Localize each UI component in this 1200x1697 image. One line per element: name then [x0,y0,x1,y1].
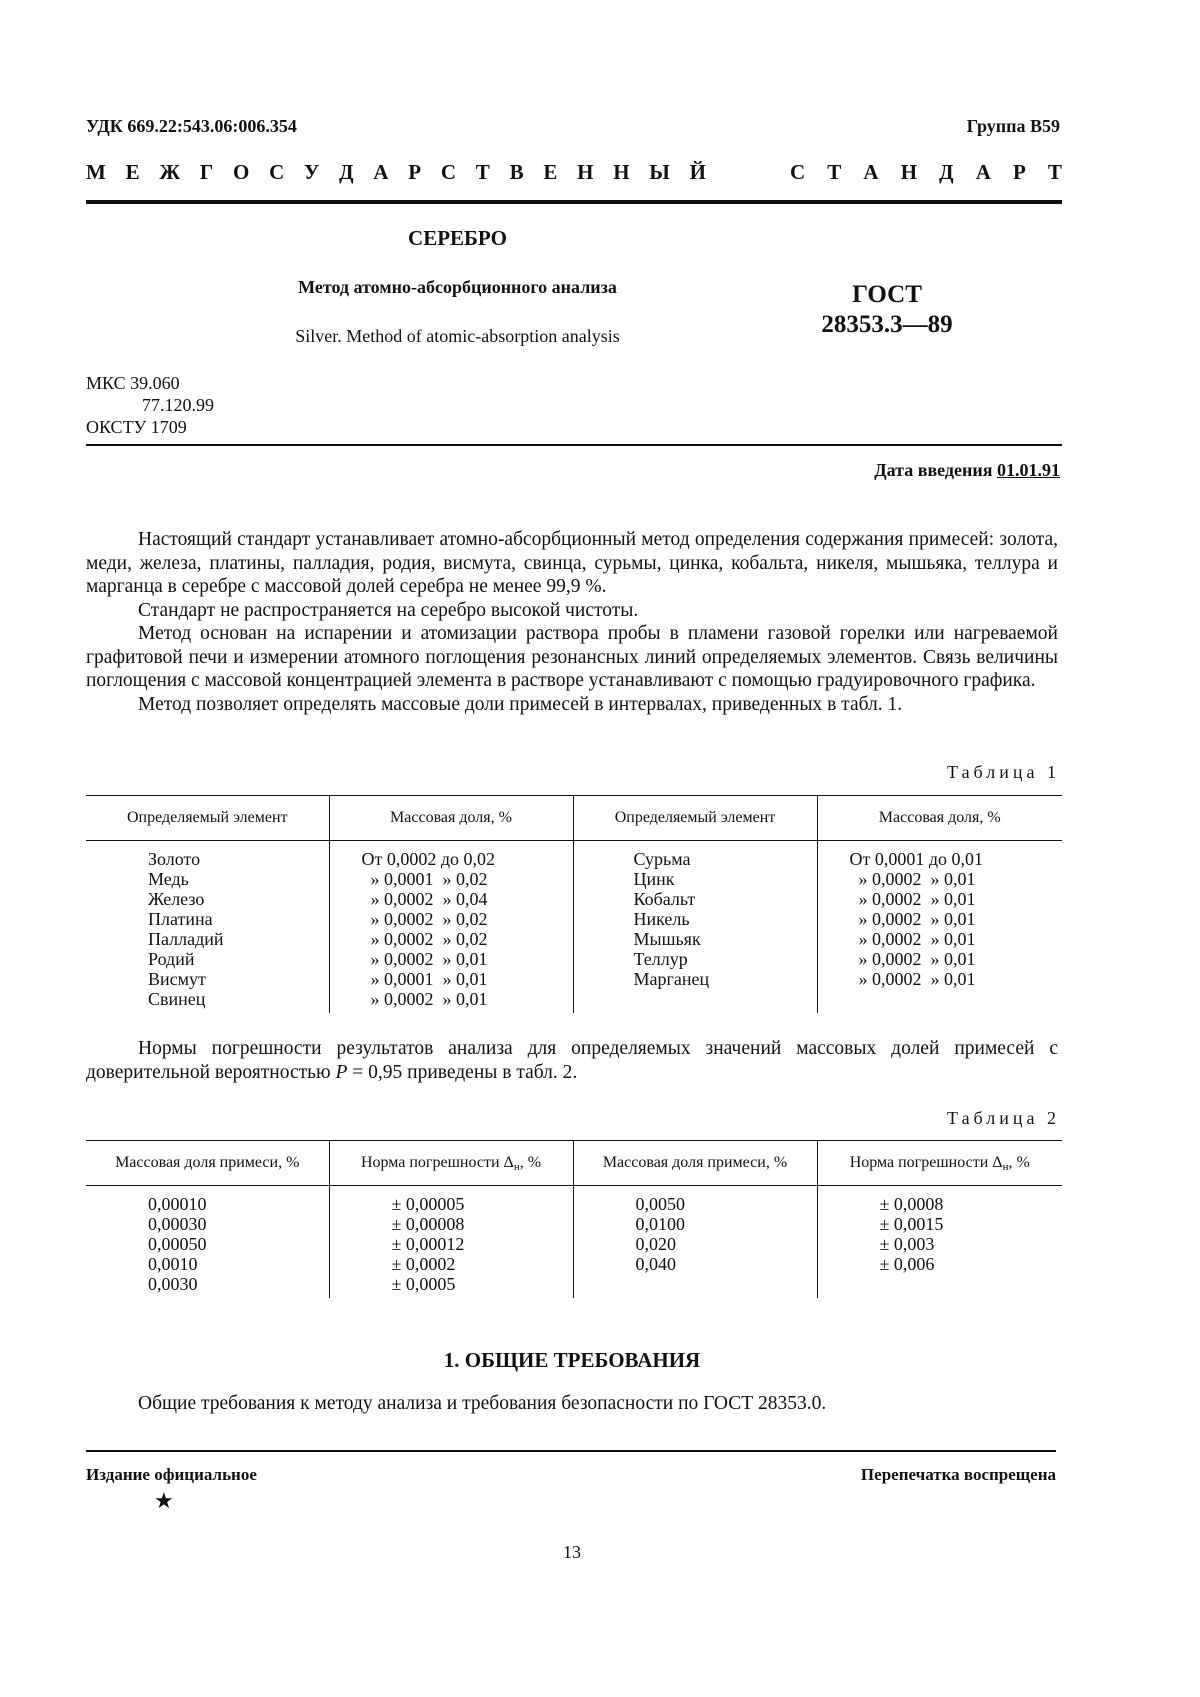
mks-code-2: 77.120.99 [142,395,214,415]
udk-code: УДК 669.22:543.06:006.354 [86,116,297,136]
banner-letter: С [440,160,457,184]
table2-norms-right [817,1186,1062,1299]
banner-letter: Е [543,160,558,184]
table-cell-line: Сурьма [633,849,691,869]
table1-values-left [329,841,573,1014]
table-cell-line: ± 0,0015 [879,1214,944,1234]
document-subtitle: Метод атомно-абсорбционного анализа [298,277,617,297]
banner-letter: Р [1012,160,1026,184]
mks-code-1: МКС 39.060 [86,373,180,393]
table-cell-line: » 0,0002 » 0,02 [361,909,488,929]
table-cell-line: Родий [148,949,195,969]
table2-header-subscript: н [513,1160,520,1173]
banner-letter: Д [939,160,954,184]
table-cell-line: » 0,0002 » 0,01 [849,869,976,889]
paragraph-norms [86,1037,1058,1084]
table-cell-line: » 0,0001 » 0,02 [361,869,488,889]
table-cell-line: » 0,0002 » 0,01 [849,969,976,989]
banner-letter: Ы [649,160,670,184]
banner-letter: Ж [159,160,181,184]
table-cell-line: Висмут [148,969,206,989]
banner-letter: Н [577,160,594,184]
table-cell-line: Мышьяк [633,929,701,949]
table1-header: Массовая доля, % [817,796,1062,841]
page-number: 13 [563,1542,581,1562]
table-cell-line: 0,0010 [148,1254,198,1274]
table-cell-line: 0,00050 [148,1234,207,1254]
banner-letter: Н [613,160,630,184]
table-cell-line: Кобальт [633,889,696,909]
norms-text-before: Нормы погрешности результатов анализа для определяемых значений массовых долей примесей с доверительной вероятностью [86,1038,1058,1083]
table-cell-line: Марганец [633,969,710,989]
table-cell-line: Медь [148,869,189,889]
intro-text [86,528,1058,716]
table1-elements-left [86,841,329,1014]
table-cell-line: ± 0,0002 [391,1254,456,1274]
table2-header: Массовая доля примеси, % [573,1141,817,1186]
edition-note: Издание официальное [86,1465,257,1484]
banner-letter: У [304,160,320,184]
norms-text-after: = 0,95 приведены в табл. 2. [347,1061,578,1083]
date-label: Дата введения [874,460,993,480]
section-1-title: 1. ОБЩИЕ ТРЕБОВАНИЯ [443,1348,701,1372]
banner-letter: В [509,160,524,184]
banner-letter: Й [689,160,706,184]
table-cell-line: » 0,0002 » 0,04 [361,889,488,909]
table2-header-suffix: , % [1008,1153,1030,1171]
classification-codes [86,372,214,438]
table-cell-line: ± 0,00012 [391,1234,465,1254]
table-cell-line: 0,040 [635,1254,676,1274]
table-cell-line: Железо [148,889,205,909]
table-cell-line: ± 0,00005 [391,1194,465,1214]
gost-designation [782,280,992,340]
gost-number: 28353.3—89 [821,311,953,338]
table2-caption: Таблица 2 [947,1108,1060,1128]
table-cell-line: ± 0,0008 [879,1194,944,1214]
table-cell-line: Теллур [633,949,688,969]
table-cell-line: 0,020 [635,1234,676,1254]
table-cell-line: Никель [633,909,690,929]
table-cell-line: ± 0,003 [879,1234,935,1254]
table2 [86,1140,1062,1298]
table-cell-line: ± 0,006 [879,1254,935,1274]
table2-fractions-right [573,1186,817,1299]
banner-letter: Н [900,160,918,184]
table-cell-line: Платина [148,909,213,929]
table2-header [329,1141,573,1186]
table-cell-line: ± 0,00008 [391,1214,465,1234]
banner-letter: Р [408,160,422,184]
table-cell-line: 0,00010 [148,1194,207,1214]
table-cell-line: 0,0030 [148,1274,198,1294]
banner-letter: А [373,160,389,184]
table1 [86,795,1062,1013]
probability-symbol: P [335,1061,348,1083]
codes-rule [86,444,1062,446]
paragraph-method: Метод основан на испарении и атомизации раствора пробы в пламени газовой горелки или нагреваемой графитовой печи и измерении атомного поглощения резонансных линий определяемых элементов. Связь величины поглощения с массовой концентрацией элемента в растворе устанавливают с помощью градуировочного графика. [86,623,1058,691]
paragraph-scope: Настоящий стандарт устанавливает атомно-абсорбционный метод определения содержания примесей: золота, меди, железа, платины, палладия, родия, висмута, свинца, сурьмы, цинка, кобальта, никеля, мышьяка, теллура и марганца в серебре с массовой долей серебра не менее 99,9 %. [86,529,1058,597]
table1-header: Массовая доля, % [329,796,573,841]
table1-header: Определяемый элемент [86,796,329,841]
table-cell-line: » 0,0001 » 0,01 [361,969,488,989]
paragraph-ranges: Метод позволяет определять массовые доли примесей в интервалах, приведенных в табл. 1. [138,693,903,715]
table2-header-label: Норма погрешности Δ [360,1153,514,1171]
table1-elements-right [573,841,817,1014]
table1-caption: Таблица 1 [947,762,1060,782]
banner-letter: Т [1047,160,1062,184]
table2-fractions-left [86,1186,329,1299]
group-code: Группа В59 [966,116,1060,136]
table-cell-line: » 0,0002 » 0,02 [361,929,488,949]
table2-header: Массовая доля примеси, % [86,1141,329,1186]
table-cell-line: 0,00030 [148,1214,207,1234]
table1-values-right [817,841,1062,1014]
gost-label: ГОСТ [852,281,922,308]
date-value: 01.01.91 [997,460,1060,480]
table-cell-line: » 0,0002 » 0,01 [849,909,976,929]
table-cell-line: Свинец [148,989,206,1009]
table-cell-line: » 0,0002 » 0,01 [849,929,976,949]
banner-letter: С [790,160,806,184]
banner-letter: А [863,160,879,184]
table-cell-line: Палладий [148,929,224,949]
table-cell-line: 0,0050 [635,1194,685,1214]
banner-letter: С [269,160,285,184]
norms-text [86,1037,1058,1084]
table2-norms-left [329,1186,573,1299]
section-1-text: Общие требования к методу анализа и требования безопасности по ГОСТ 28353.0. [138,1393,827,1414]
banner-letter: М [86,160,106,184]
banner-letter: Т [827,160,842,184]
table2-header-subscript: н [1002,1160,1009,1173]
reprint-note: Перепечатка воспрещена [860,1465,1056,1484]
banner-letter: Т [475,160,490,184]
english-title: Silver. Method of atomic-absorption analysis [295,326,620,346]
banner-letter: Д [339,160,354,184]
table-cell-line: 0,0100 [635,1214,685,1234]
table-cell-line: От 0,0001 до 0,01 [849,849,984,869]
table-cell-line: Золото [148,849,201,869]
table2-header [817,1141,1062,1186]
table-cell-line: От 0,0002 до 0,02 [361,849,496,869]
banner-letter: Г [199,160,214,184]
table-cell-line: Цинк [633,869,675,889]
document-title: СЕРЕБРО [408,226,507,250]
table2-header-label: Норма погрешности Δ [849,1153,1003,1171]
table-cell-line: » 0,0002 » 0,01 [849,889,976,909]
footer-rule [86,1450,1056,1452]
banner-letter: О [232,160,250,184]
paragraph-exclusion: Стандарт не распространяется на серебро высокой чистоты. [138,599,639,621]
table-cell-line: » 0,0002 » 0,01 [361,989,488,1009]
table-cell-line: ± 0,0005 [391,1274,456,1294]
introduction-date [874,460,1060,481]
table-cell-line: » 0,0002 » 0,01 [361,949,488,969]
banner-right [790,160,1062,185]
table-cell-line: » 0,0002 » 0,01 [849,949,976,969]
banner-letter: Е [125,160,140,184]
table2-header-suffix: , % [519,1153,542,1171]
header-rule [86,200,1062,204]
table1-header: Определяемый элемент [573,796,817,841]
star-icon: ★ [154,1488,174,1513]
banner-letter: А [975,160,991,184]
okstu-code: ОКСТУ 1709 [86,417,187,437]
banner-left [86,160,706,185]
standard-banner [86,160,1062,185]
